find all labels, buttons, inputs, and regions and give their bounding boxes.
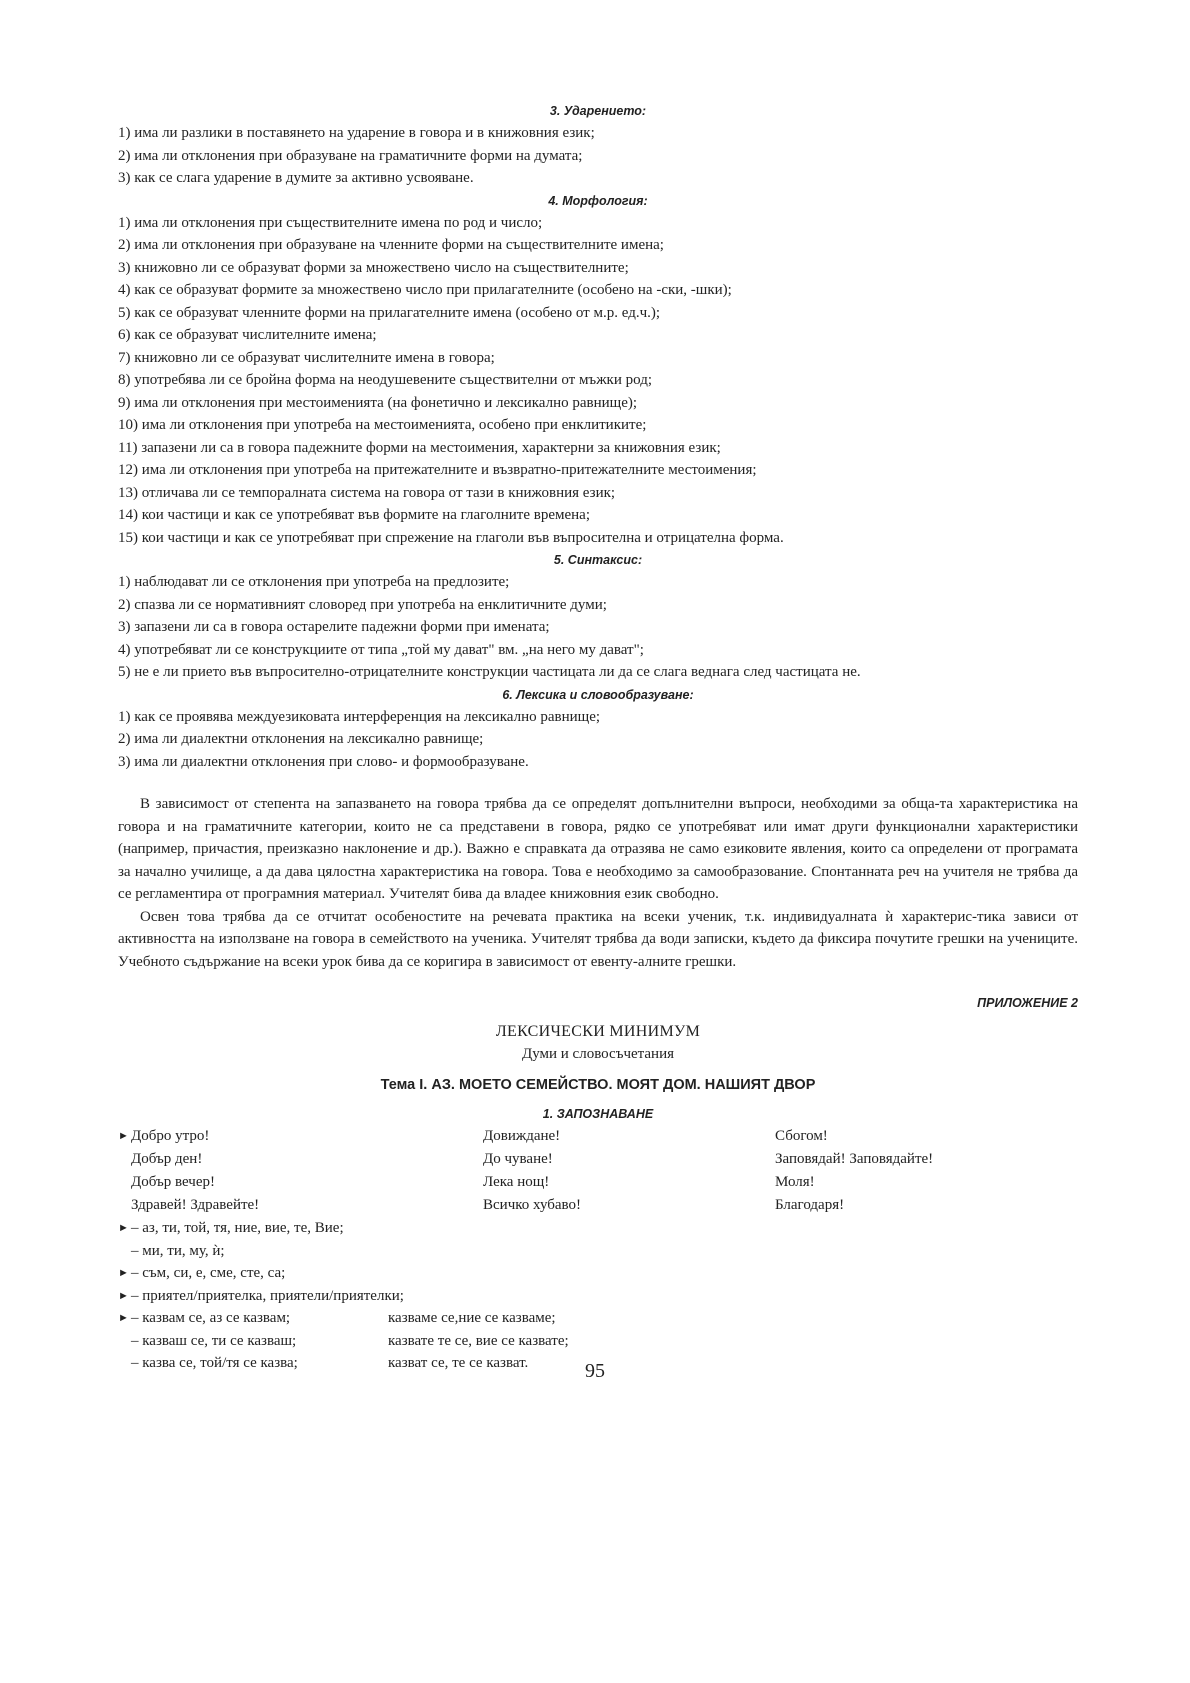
triangle-bullet-icon: ► — [118, 1289, 129, 1302]
list-item: 1) как се проявява междуезиковата интерференция на лексикално равнище; — [118, 708, 601, 725]
list-item: – казва се, той/тя се казва; — [131, 1355, 298, 1371]
greetings-grid — [118, 1125, 1078, 1217]
list-item: 12) има ли отклонения при употреба на притежателните и възвратно-притежателните местоимения; — [118, 462, 757, 478]
list-item: 1) има ли разлики в поставянето на ударение в говора и в книжовния език; — [118, 125, 595, 141]
greeting-item: Моля! — [775, 1174, 815, 1190]
greeting-item: ► Добро утро! — [118, 1125, 259, 1148]
list-item: 2) има ли отклонения при образуване на членните форми на съществителните имена; — [118, 237, 664, 253]
list-item: 1) има ли отклонения при съществителните имена по род и число; — [118, 214, 543, 231]
triangle-bullet-icon: ► — [118, 1267, 129, 1279]
section-list-stress — [118, 122, 1078, 190]
triangle-bullet-icon: ► — [118, 1312, 129, 1324]
list-item: 2) има ли диалектни отклонения на лексикално равнище; — [118, 731, 484, 747]
list-item: 15) кои частици и как се употребяват при спрежение на глаголи във въпросителна и отрицателна форма. — [118, 529, 784, 546]
greeting-item: Здравей! Здравейте! — [131, 1197, 260, 1213]
list-item: 11) запазени ли са в говора падежните форми на местоимения, характерни за книжовния език; — [118, 439, 721, 456]
list-item: ► – аз, ти, той, тя, ние, вие, те, Вие; — [118, 1217, 1078, 1240]
triangle-bullet-icon: ► — [118, 1130, 129, 1142]
greetings-column — [775, 1125, 933, 1217]
body-paragraph: Освен това трябва да се отчитат особеностите на речевата практика на всеки ученик, т.к. индивидуалната ѝ характерис-тика зависи от активността на използване на говора в семейството на ученика. Учителят трябва да води записки, където да фиксира почутите грешки на учениците. Учебното съдържание на всеки урок бива да се коригира в зависимост от евенту-алните грешки. — [118, 908, 1078, 970]
section-heading-morphology: 4. Морфология: — [548, 193, 648, 208]
greetings-column — [118, 1125, 259, 1217]
page-content — [118, 100, 1078, 1375]
list-item: – ми, ти, му, ѝ; — [131, 1242, 225, 1259]
list-item: 3) запазени ли са в говора остарелите падежни форми при имената; — [118, 619, 550, 635]
greeting-item: Добър ден! — [131, 1151, 203, 1167]
page-number: 95 — [585, 1360, 605, 1382]
list-item: 3) книжовно ли се образуват форми за множествено число на съществителните; — [118, 259, 629, 276]
section-heading-stress: 3. Ударението: — [549, 104, 647, 118]
list-item: 13) отличава ли се темпоралната система на говора от тази в книжовния език; — [118, 484, 616, 501]
list-item: 3) как се слага ударение в думите за активно усвояване. — [118, 170, 474, 186]
list-item: 2) има ли отклонения при образуване на граматичните форми на думата; — [118, 147, 583, 164]
list-item: 14) кои частици и как се употребяват във формите на глаголните времена; — [118, 507, 590, 523]
greeting-item: Всичко хубаво! — [483, 1197, 582, 1213]
list-item: ► – приятел/приятелка, приятели/приятелки; — [118, 1285, 1078, 1308]
triangle-bullet-icon: ► — [118, 1222, 129, 1234]
section-list-syntax — [118, 571, 1078, 684]
list-item: – казваш се, ти се казваш; — [131, 1332, 297, 1349]
list-item: 5) не е ли прието във въпросително-отрицателните конструкции частицата ли да се слага веднага след частицата не. — [118, 664, 861, 680]
body-paragraph: В зависимост от степента на запазването на говора трябва да се определят допълнителни въпроси, необходими за обща-та характеристика на говора и на граматичните категории, които не са представени в говора, рядко се употребяват или имат други функционални характеристики (например, причастия, преизказно наклонение и др.). Важно е справката да отразява не само езиковите явления, които са определени от програмата за начално училище, а да дава цялостна характеристика на говора. Това е необходимо за самообразование. Спонтанната реч на учителя не трябва да се регламентира от програмния материал. Учителят бива да владее книжовния език свободно. — [118, 796, 1078, 902]
list-item: ► – казвам се, аз се казвам; — [118, 1307, 388, 1330]
greeting-item: Довиждане! — [483, 1128, 561, 1144]
greeting-item: Благодаря! — [775, 1197, 845, 1213]
greeting-item: До чуване! — [483, 1151, 553, 1167]
list-item: 9) има ли отклонения при местоименията (на фонетично и лексикално равнище); — [118, 394, 638, 411]
list-item: казват се, те се казват. — [388, 1355, 529, 1371]
section-list-morphology — [118, 212, 1078, 550]
lexical-minimum-subtitle: Думи и словосъчетания — [521, 1046, 675, 1062]
list-item: 5) как се образуват членните форми на прилагателните имена (особено от м.р. ед.ч.); — [118, 304, 661, 321]
greeting-item: Заповядай! Заповядайте! — [775, 1151, 934, 1167]
greeting-item: Сбогом! — [775, 1128, 828, 1144]
list-item: 3) има ли диалектни отклонения при слово- и формообразуване. — [118, 753, 529, 770]
theme-heading: Тема I. АЗ. МОЕТО СЕМЕЙСТВО. МОЯТ ДОМ. НАШИЯТ ДВОР — [380, 1077, 816, 1093]
vocabulary-list — [118, 1217, 1078, 1307]
section-heading-lexicon: 6. Лексика и словообразуване: — [502, 687, 694, 702]
section-list-lexicon — [118, 706, 1078, 774]
list-item: 7) книжовно ли се образуват числителните имена в говора; — [118, 349, 495, 366]
list-item: 1) наблюдават ли се отклонения при употреба на предлозите; — [118, 574, 510, 590]
list-item: 4) как се образуват формите за множествено число при прилагателните (особено на -ски, -шки); — [118, 282, 732, 298]
list-item: 2) спазва ли се нормативният словоред при употреба на енклитичните думи; — [118, 596, 607, 613]
list-item: 4) употребяват ли се конструкциите от типа „той му дават" вм. „на него му дават"; — [118, 641, 644, 658]
greeting-item: Добър вечер! — [131, 1174, 215, 1190]
list-item: 10) има ли отклонения при употреба на местоименията, особено при енклитиките; — [118, 417, 647, 433]
list-item: казваме се,ние се казваме; — [388, 1310, 556, 1326]
greetings-column — [483, 1125, 581, 1217]
subtopic-heading: 1. ЗАПОЗНАВАНЕ — [542, 1107, 654, 1121]
list-item: ► – съм, си, е, сме, сте, са; — [118, 1262, 1078, 1285]
section-heading-syntax: 5. Синтаксис: — [553, 553, 643, 567]
list-item: казвате те се, вие се казвате; — [388, 1332, 569, 1349]
annex-label: ПРИЛОЖЕНИЕ 2 — [977, 996, 1078, 1010]
lexical-minimum-title: ЛЕКСИЧЕСКИ МИНИМУМ — [495, 1023, 701, 1040]
list-item: 6) как се образуват числителните имена; — [118, 327, 377, 343]
greeting-item: Лека нощ! — [483, 1174, 550, 1190]
list-item: 8) употребява ли се бройна форма на неодушевените съществителни от мъжки род; — [118, 372, 652, 388]
